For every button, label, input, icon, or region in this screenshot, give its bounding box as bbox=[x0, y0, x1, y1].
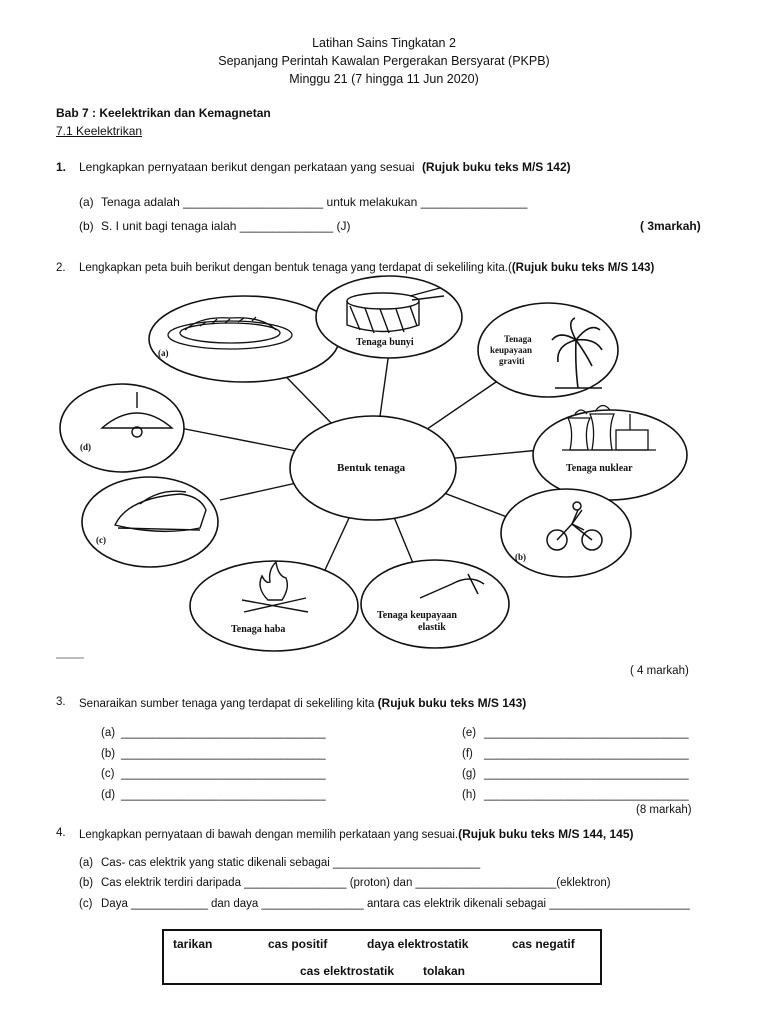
q3h-label: (h) bbox=[462, 788, 477, 801]
q3h-blank: ________________________________ bbox=[484, 788, 689, 801]
bubble-gravity-label-1: Tenaga bbox=[504, 334, 532, 344]
bubble-c-label: (c) bbox=[96, 535, 106, 545]
worksheet-title: Latihan Sains Tingkatan 2 bbox=[312, 36, 456, 50]
bubble-a-label: (a) bbox=[158, 348, 169, 358]
q3e-label: (e) bbox=[462, 727, 477, 739]
word-cas-positif: cas positif bbox=[268, 937, 328, 951]
q3b-blank: ________________________________ bbox=[121, 747, 326, 760]
q3-marks: (8 markah) bbox=[636, 804, 692, 816]
bubble-b-label: (b) bbox=[515, 552, 526, 562]
q3c-blank: ________________________________ bbox=[121, 768, 326, 780]
q3g-blank: ________________________________ bbox=[484, 768, 689, 780]
bubble-sound-label: Tenaga bunyi bbox=[356, 337, 414, 348]
bubble-nuclear bbox=[533, 410, 687, 500]
q3-left-list bbox=[101, 727, 326, 809]
q1a-text: Tenaga adalah _____________________ untuk melakukan ________________ bbox=[101, 195, 528, 209]
chapter-title: Bab 7 : Keelektrikan dan Kemagnetan bbox=[56, 106, 271, 120]
word-cas-elektrostatik: cas elektrostatik bbox=[300, 964, 395, 978]
q3e-blank: ________________________________ bbox=[484, 727, 689, 739]
bubble-heat-label: Tenaga haba bbox=[231, 624, 286, 635]
q2-number: 2. bbox=[56, 262, 66, 274]
q4-number: 4. bbox=[56, 827, 66, 839]
q3-prompt: Senaraikan sumber tenaga yang terdapat di sekeliling kita bbox=[79, 698, 375, 710]
q3b-label: (b) bbox=[101, 747, 116, 760]
q3-right-list bbox=[462, 727, 689, 809]
worksheet-subtitle: Sepanjang Perintah Kawalan Pergerakan Bersyarat (PKPB) bbox=[218, 54, 550, 68]
q3-number: 3. bbox=[56, 696, 66, 708]
q2-prompt: Lengkapkan peta buih berikut dengan bentuk tenaga yang terdapat di sekeliling kita.( bbox=[79, 262, 512, 274]
bubble-c bbox=[82, 477, 218, 567]
q4b-label: (b) bbox=[79, 877, 94, 889]
bubble-d-label: (d) bbox=[80, 442, 91, 452]
bubble-elastic bbox=[361, 560, 509, 648]
q3-reference: (Rujuk buku teks M/S 143) bbox=[377, 696, 527, 710]
q3-text bbox=[79, 696, 526, 710]
q4b-text: Cas elektrik terdiri daripada ________________ (proton) dan ______________________(eklektron) bbox=[101, 877, 611, 889]
bubble-gravity-label-2: keupayaan bbox=[490, 345, 533, 355]
q4a-text: Cas- cas elektrik yang static dikenali sebagai _______________________ bbox=[101, 857, 481, 869]
q4-reference: (Rujuk buku teks M/S 144, 145) bbox=[458, 827, 634, 841]
q1-prompt: Lengkapkan pernyataan berikut dengan perkataan yang sesuai bbox=[79, 160, 415, 174]
q1a-label: (a) bbox=[79, 195, 94, 209]
q3d-blank: ________________________________ bbox=[121, 788, 326, 801]
q3g-label: (g) bbox=[462, 768, 477, 780]
q4c-label: (c) bbox=[79, 898, 93, 910]
q1b-text: S. I unit bagi tenaga ialah ______________ (J) bbox=[101, 219, 351, 233]
bubble-gravity-label-3: graviti bbox=[499, 356, 525, 366]
bubble-a bbox=[149, 296, 339, 382]
q4-prompt: Lengkapkan pernyataan di bawah dengan memilih perkataan yang sesuai. bbox=[79, 829, 459, 841]
q3d-label: (d) bbox=[101, 788, 116, 801]
word-tolakan: tolakan bbox=[423, 964, 466, 978]
q2-reference: (Rujuk buku teks M/S 143) bbox=[511, 262, 655, 274]
q4a-label: (a) bbox=[79, 857, 94, 869]
word-daya-elektrostatik: daya elektrostatik bbox=[367, 937, 469, 951]
q3a-blank: ________________________________ bbox=[121, 727, 326, 739]
q4c-text: Daya ____________ dan daya ________________ antara cas elektrik dikenali sebagai ______________________ bbox=[101, 898, 690, 910]
q4-text bbox=[79, 827, 634, 841]
q3c-label: (c) bbox=[101, 768, 115, 780]
word-tarikan: tarikan bbox=[173, 937, 213, 951]
q3a-label: (a) bbox=[101, 727, 116, 739]
q3f-label: (f) bbox=[462, 747, 473, 760]
word-cas-negatif: cas negatif bbox=[512, 937, 575, 951]
worksheet-week: Minggu 21 (7 hingga 11 Jun 2020) bbox=[289, 72, 479, 86]
center-bubble-label: Bentuk tenaga bbox=[337, 462, 406, 474]
bubble-b bbox=[501, 489, 631, 577]
q1-reference: (Rujuk buku teks M/S 142) bbox=[421, 160, 571, 174]
q1b-label: (b) bbox=[79, 219, 94, 233]
q2-marks: ( 4 markah) bbox=[630, 665, 689, 677]
bubble-nuclear-label: Tenaga nuklear bbox=[566, 463, 633, 474]
bubble-elastic-label-2: elastik bbox=[418, 622, 446, 633]
bubble-elastic-label-1: Tenaga keupayaan bbox=[377, 610, 457, 621]
q3f-blank: ________________________________ bbox=[484, 747, 689, 760]
q1-number: 1. bbox=[56, 160, 67, 174]
section-title: 7.1 Keelektrikan bbox=[56, 124, 143, 138]
word-bank-box bbox=[162, 929, 602, 985]
q1-marks: ( 3markah) bbox=[640, 219, 701, 233]
